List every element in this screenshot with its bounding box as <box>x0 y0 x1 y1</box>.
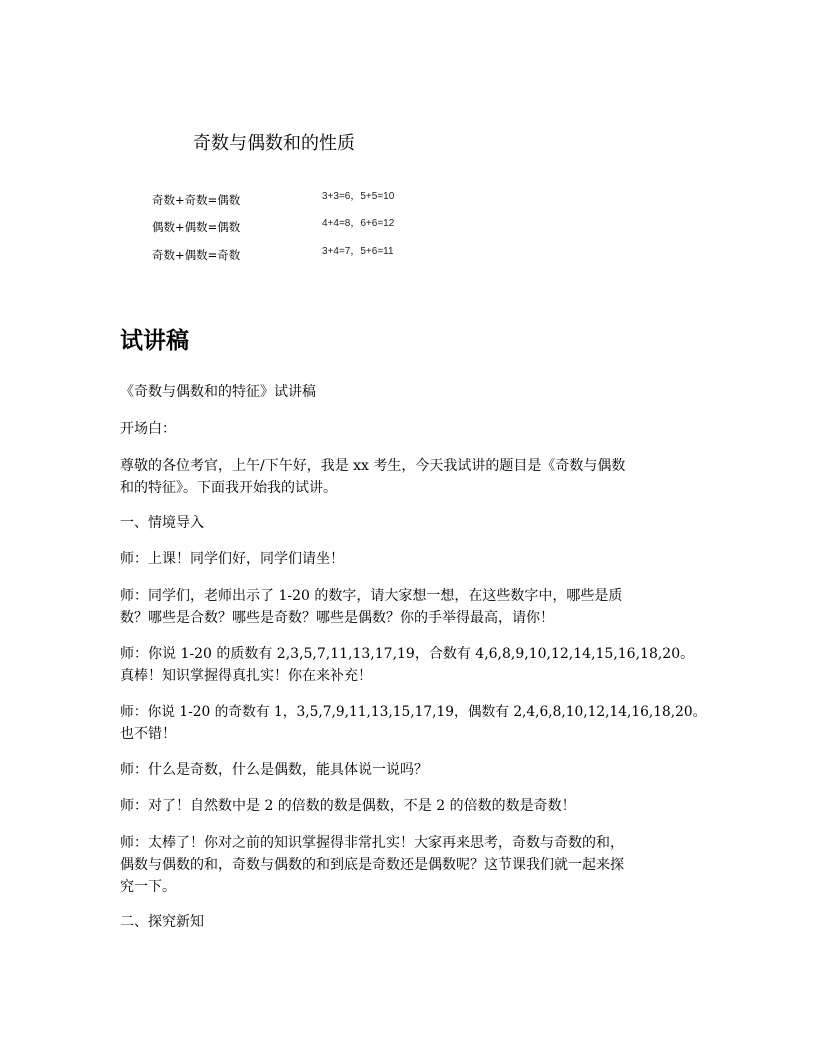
rule-example: 4+4=8，6+6=12 <box>322 218 395 229</box>
paragraph <box>120 643 710 687</box>
paragraph <box>120 418 710 440</box>
rule-row <box>152 192 452 210</box>
paragraph-line: 真棒！知识掌握得真扎实！你在来补充！ <box>120 668 372 684</box>
section-title: 奇数与偶数和的性质 <box>193 133 355 154</box>
rule-formula: 奇数+偶数=奇数 <box>152 248 241 262</box>
paragraph <box>120 548 710 570</box>
paragraph-line: 偶数与偶数的和，奇数与偶数的和到底是奇数还是偶数呢？这节课我们就一起来探 <box>120 857 624 873</box>
rule-row <box>152 219 452 237</box>
paragraph-line: 师：太棒了！你对之前的知识掌握得非常扎实！大家再来思考，奇数与奇数的和， <box>120 835 624 851</box>
rule-row <box>152 247 452 265</box>
paragraph <box>120 585 710 629</box>
paragraph-line: 尊敬的各位考官，上午/下午好，我是 xx 考生，今天我试讲的题目是《奇数与偶数 <box>120 458 626 474</box>
paragraph-line: 师：同学们，老师出示了 1-20 的数字，请大家想一想，在这些数字中，哪些是质 <box>120 588 623 604</box>
paragraph-line: 师：上课！同学们好，同学们请坐！ <box>120 551 344 567</box>
rule-example: 3+4=7，5+6=11 <box>322 246 394 257</box>
paragraph-line: 数？哪些是合数？哪些是奇数？哪些是偶数？你的手举得最高，请你！ <box>120 610 554 626</box>
rule-formula: 偶数+偶数=偶数 <box>152 220 241 234</box>
paragraph-line: 师：你说 1-20 的奇数有 1，3,5,7,9,11,13,15,17,19，偶数有 2,4,6,8,10,12,14,16,18,20。 <box>120 704 707 720</box>
document-heading: 试讲稿 <box>120 328 189 354</box>
paragraph <box>120 759 710 781</box>
rule-formula: 奇数+奇数=偶数 <box>152 193 241 207</box>
paragraph-line: 开场白： <box>120 421 176 437</box>
paragraph-line: 师：对了！自然数中是 2 的倍数的数是偶数，不是 2 的倍数的数是奇数！ <box>120 798 576 814</box>
paragraph-line: 师：你说 1-20 的质数有 2,3,5,7,11,13,17,19，合数有 4,6,8,9,10,12,14,15,16,18,20。 <box>120 646 695 662</box>
paragraph <box>120 455 710 499</box>
paragraph <box>120 832 710 898</box>
paragraph <box>120 795 710 817</box>
paragraph-line: 和的特征》。下面我开始我的试讲。 <box>120 480 337 496</box>
paragraph-line: 究一下。 <box>120 879 176 895</box>
paragraph <box>120 911 710 933</box>
paragraph-line: 《奇数与偶数和的特征》试讲稿 <box>120 384 316 400</box>
paragraph-line: 二、探究新知 <box>120 914 204 930</box>
paragraph <box>120 701 710 745</box>
paragraph-line: 也不错！ <box>120 726 176 742</box>
paragraph <box>120 381 710 403</box>
rule-example: 3+3=6，5+5=10 <box>322 191 395 202</box>
paragraph <box>120 512 710 534</box>
paragraph-line: 一、情境导入 <box>120 515 204 531</box>
paragraph-line: 师：什么是奇数，什么是偶数，能具体说一说吗？ <box>120 762 428 778</box>
